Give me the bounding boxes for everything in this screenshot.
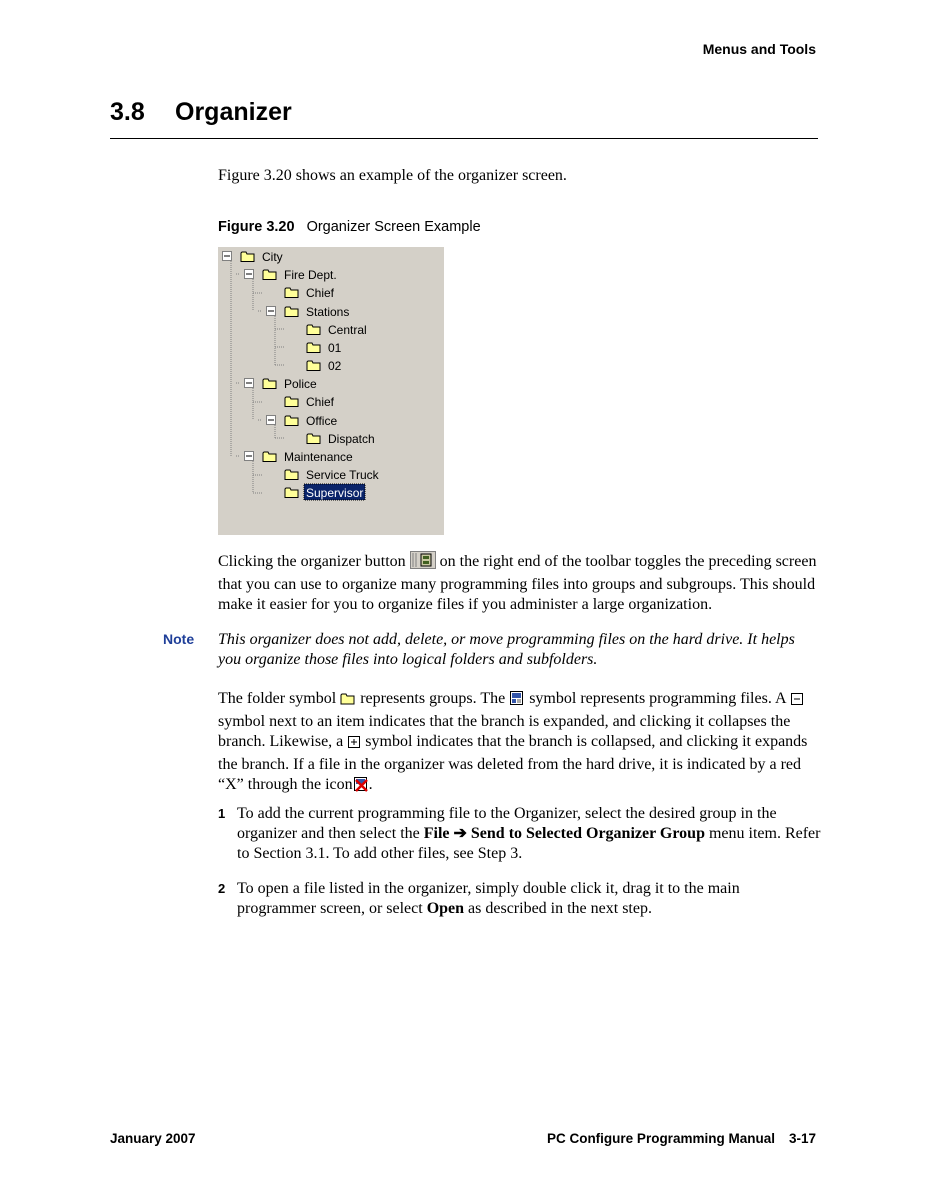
footer-manual-title: PC Configure Programming Manual [546,1131,775,1146]
para2-text-b: represents groups. The [360,690,506,707]
open-command: Open [426,900,465,917]
tree-node[interactable]: Stations [306,305,350,319]
folder-icon [285,307,298,317]
title-rule [110,138,818,139]
folder-icon [263,452,276,462]
folder-icon [285,397,298,407]
organizer-button-paragraph [218,551,818,615]
folder-icon [241,252,254,262]
collapse-icon-office[interactable] [267,416,276,425]
deleted-file-icon [353,776,369,798]
folder-icon [307,325,320,335]
collapse-icon-stations[interactable] [267,307,276,316]
collapse-icon-police[interactable] [245,379,254,388]
folder-icon [307,361,320,371]
step-number: 1 [218,806,226,821]
para2-text-a: The folder symbol [218,690,337,707]
note-label: Note [163,631,195,647]
figure-label: Figure 3.20 [218,219,295,235]
section-title: Organizer [175,98,292,126]
footer-date: January 2007 [110,1131,196,1146]
folder-icon [285,470,298,480]
tree-node[interactable]: Fire Dept. [284,268,337,282]
step2-text-a: To open a file listed in the organizer, simply double click it, drag it to the main programmer screen, or select [237,880,740,917]
para2-text-d: symbol next to an item indicates that the branch is expanded, and clicking it collapses the branch. Likewise, a [218,713,791,750]
folder-icon [263,379,276,389]
programming-file-icon [509,690,525,712]
figure-caption-text: Organizer Screen Example [306,219,481,235]
step-text [237,804,822,864]
tree-node[interactable]: Office [306,414,338,428]
tree-node[interactable]: Maintenance [284,450,353,464]
tree-node[interactable]: 02 [328,359,342,373]
organizer-tree[interactable] [218,247,444,535]
page-number: 3-17 [788,1131,816,1146]
figure-caption [218,219,481,235]
collapse-icon-city[interactable] [223,252,232,261]
para1-text-b: on the right end of the toolbar toggles the preceding screen that you can use to organize many programming files into groups and subgroups. This should make it easier for you to organize files if you administer a large organization. [218,553,817,613]
folder-icon [263,270,276,280]
menu-path: File ➔ Send to Selected Organizer Group [423,825,705,842]
step1-text-a: To add the current programming file to the Organizer, select the desired group in the organizer and then select the [237,805,777,842]
para1-text-a: Clicking the organizer button [218,553,406,570]
collapse-icon-fire-dept[interactable] [245,270,254,279]
collapse-icon [790,692,804,712]
tree-node[interactable]: 01 [328,341,342,355]
step-text [237,879,822,919]
para2-text-e: symbol indicates that the branch is collapsed, and clicking it expands the branch. If a file in the organizer was deleted from the hard drive, it is indicated by a red “X” through the icon [218,733,808,793]
folder-icon [285,288,298,298]
folder-icon [285,416,298,426]
intro-paragraph: Figure 3.20 shows an example of the organizer screen. [218,167,567,184]
step2-text-b: as described in the next step. [468,900,652,917]
expand-icon [347,735,361,755]
tree-node[interactable]: Dispatch [328,432,375,446]
folder-icon [340,692,356,712]
para2-text-f: . [368,776,373,793]
tree-node-selected[interactable]: Supervisor [306,486,364,500]
footer-manual [547,1131,816,1146]
tree-node[interactable]: Chief [306,395,335,409]
tree-node[interactable]: Police [284,377,317,391]
para2-text-c: symbol represents programming files. A [529,690,786,707]
tree-node[interactable]: Chief [306,286,335,300]
step-number: 2 [218,881,226,896]
folder-icon [285,488,298,498]
running-header: Menus and Tools [702,41,816,57]
symbols-paragraph [218,689,818,798]
step1-text-b: menu item. Refer to Section 3.1. To add other files, see Step 3. [237,825,821,862]
section-number: 3.8 [110,98,145,126]
folder-icon [307,434,320,444]
note-text: This organizer does not add, delete, or move programming files on the hard drive. It helps you organize those files into logical folders and subfolders. [218,631,795,668]
organizer-button-icon [410,551,436,575]
tree-node[interactable]: City [262,250,283,264]
folder-icon [307,343,320,353]
tree-node[interactable]: Central [328,323,367,337]
tree-node[interactable]: Service Truck [306,468,379,482]
collapse-icon-maintenance[interactable] [245,452,254,461]
